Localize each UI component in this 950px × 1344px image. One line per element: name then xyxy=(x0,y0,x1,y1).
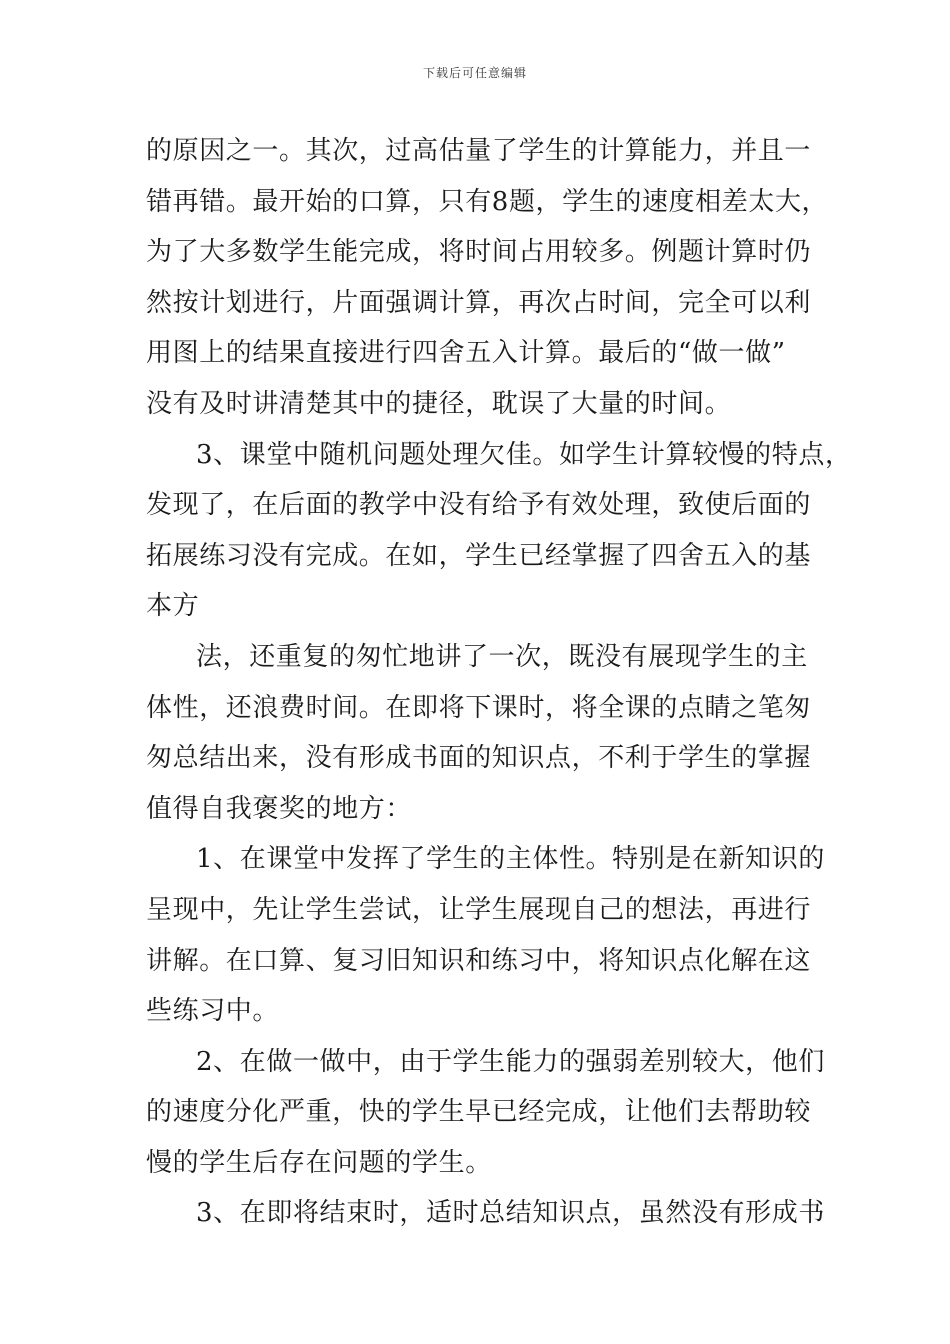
text-line: 呈现中，先让学生尝试，让学生展现自己的想法，再进行 xyxy=(146,894,812,925)
text-line: 值得自我褒奖的地方： xyxy=(146,793,413,824)
paragraph-start-line: 法，还重复的匆忙地讲了一次，既没有展现学生的主 xyxy=(196,641,808,672)
text-line: 匆总结出来，没有形成书面的知识点，不利于学生的掌握 xyxy=(146,743,812,774)
text-line: 用图上的结果直接进行四舍五入计算。最后的“做一做” xyxy=(146,338,786,369)
text-line: 拓展练习没有完成。在如，学生已经掌握了四舍五入的基 xyxy=(146,540,812,571)
text-line: 些练习中。 xyxy=(146,996,280,1027)
paragraph-start-line: 3、在即将结束时，适时总结知识点，虽然没有形成书 xyxy=(196,1198,825,1229)
text-line: 然按计划进行，片面强调计算，再次占时间，完全可以利 xyxy=(146,287,812,318)
paragraph-start-line: 1、在课堂中发挥了学生的主体性。特别是在新知识的 xyxy=(196,844,825,875)
paragraph-start-line: 2、在做一做中，由于学生能力的强弱差别较大，他们 xyxy=(196,1046,825,1077)
text-line: 体性，还浪费时间。在即将下课时，将全课的点睛之笔匆 xyxy=(146,692,812,723)
page-header: 下载后可任意编辑 xyxy=(422,66,527,80)
text-line: 没有及时讲清楚其中的捷径，耽误了大量的时间。 xyxy=(146,388,732,419)
text-line: 的速度分化严重，快的学生早已经完成，让他们去帮助较 xyxy=(146,1097,812,1128)
text-line: 发现了，在后面的教学中没有给予有效处理，致使后面的 xyxy=(146,490,812,521)
paragraph-start-line: 3、课堂中随机问题处理欠佳。如学生计算较慢的特点， xyxy=(196,439,852,470)
text-line: 为了大多数学生能完成，将时间占用较多。例题计算时仍 xyxy=(146,237,812,268)
text-line: 的原因之一。其次，过高估量了学生的计算能力，并且一 xyxy=(146,136,812,166)
text-line: 本方 xyxy=(146,591,200,622)
text-line: 讲解。在口算、复习旧知识和练习中，将知识点化解在这 xyxy=(146,945,812,976)
document-body xyxy=(146,126,852,1239)
text-line: 错再错。最开始的口算，只有8题，学生的速度相差太大， xyxy=(146,186,829,217)
text-line: 慢的学生后存在问题的学生。 xyxy=(146,1147,492,1178)
